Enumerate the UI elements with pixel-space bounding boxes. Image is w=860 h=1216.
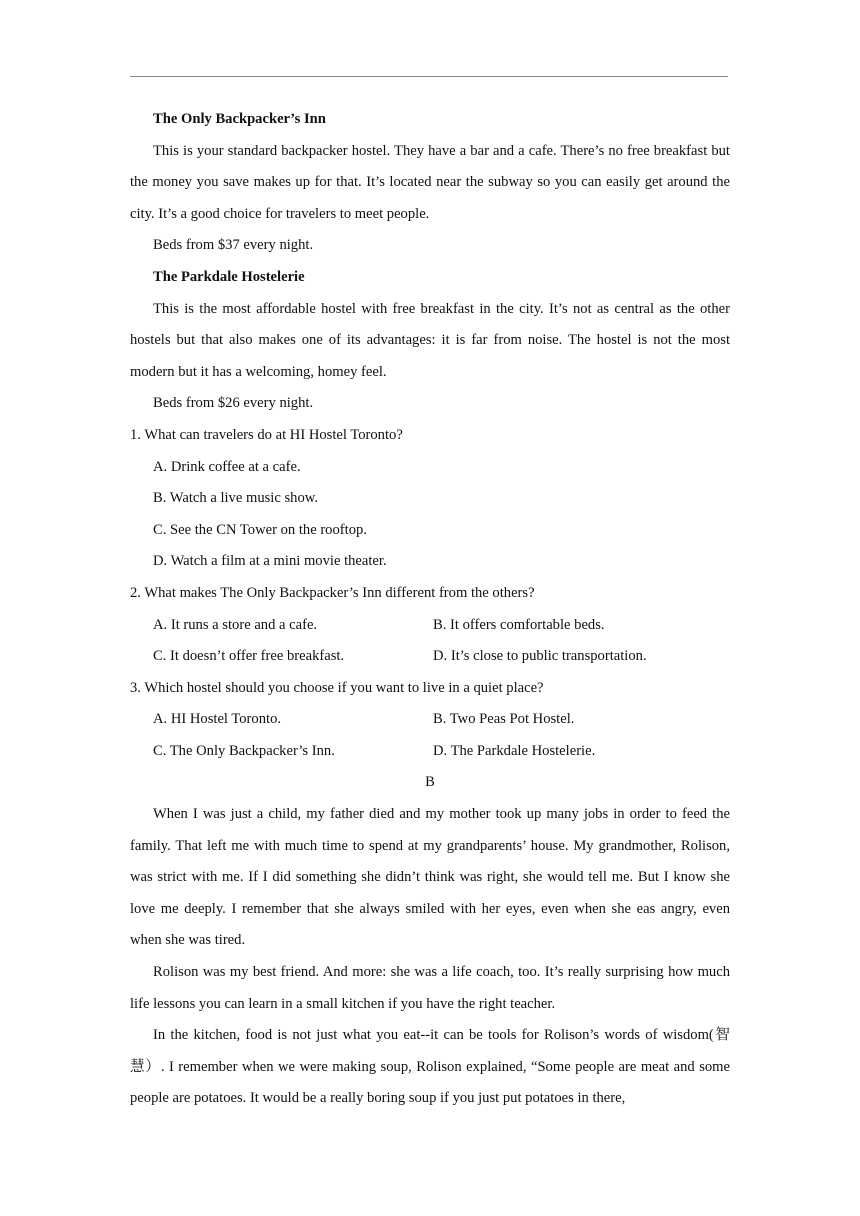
document-body [130,104,730,1115]
hostel-description: This is the most affordable hostel with free breakfast in the city. It’s not as central as the other hostels but that also makes one of its advantages: it is far from noise. The hostel is not the most modern but it has a welcoming, homey feel. [130,300,730,380]
passage-paragraph: Rolison was my best friend. And more: she was a life coach, too. It’s really surprising how much life lessons you can learn in a small kitchen if you have the right teacher. [130,964,730,1012]
header-rule [130,76,728,77]
answer-option: C. The Only Backpacker’s Inn. [153,742,335,759]
answer-option-row [130,610,730,642]
answer-option: A. Drink coffee at a cafe. [153,458,301,475]
hostel-title: The Only Backpacker’s Inn [153,111,326,127]
answer-option-row [130,704,730,736]
answer-option: B. Two Peas Pot Hostel. [433,711,575,728]
answer-option: D. The Parkdale Hostelerie. [433,742,596,759]
answer-option: D. Watch a film at a mini movie theater. [153,553,387,570]
answer-option: A. It runs a store and a cafe. [153,616,318,633]
question-stem: 2. What makes The Only Backpacker’s Inn different from the others? [130,584,535,601]
answer-option-row [130,641,730,673]
answer-option: B. It offers comfortable beds. [433,616,605,633]
answer-option: A. HI Hostel Toronto. [153,711,282,728]
answer-option: D. It’s close to public transportation. [433,648,647,665]
passage-paragraph: In the kitchen, food is not just what you eat--it can be tools for Rolison’s words of wisdom(智慧）. I remember when we were making soup, Rolison explained, “Some people are meat and some people are potatoes. It would be a really boring soup if you just put potatoes in there, [130,1027,730,1107]
hostel-title: The Parkdale Hostelerie [153,268,305,285]
answer-option-row [130,736,730,768]
answer-option: C. It doesn’t offer free breakfast. [153,648,345,665]
answer-option: C. See the CN Tower on the rooftop. [153,521,367,538]
hostel-price: Beds from $26 every night. [153,395,314,412]
question-stem: 1. What can travelers do at HI Hostel Toronto? [130,426,403,443]
passage-paragraph: When I was just a child, my father died and my mother took up many jobs in order to feed the family. That left me with much time to spend at my grandparents’ house. My grandmother, Rolison, was strict with me. If I did something she didn’t think was right, she would tell me. But I know she love me deeply. I remember that she always smiled with her eyes, even when she eas angry, even when she was tired. [130,806,730,949]
answer-option: B. Watch a live music show. [153,490,319,507]
hostel-price: Beds from $37 every night. [153,237,314,254]
section-heading: B [425,774,435,791]
question-stem: 3. Which hostel should you choose if you want to live in a quiet place? [130,679,544,696]
hostel-description: This is your standard backpacker hostel. They have a bar and a cafe. There’s no free breakfast but the money you save makes up for that. It’s located near the subway so you can easily get around the city. It’s a good choice for travelers to meet people. [130,142,730,222]
